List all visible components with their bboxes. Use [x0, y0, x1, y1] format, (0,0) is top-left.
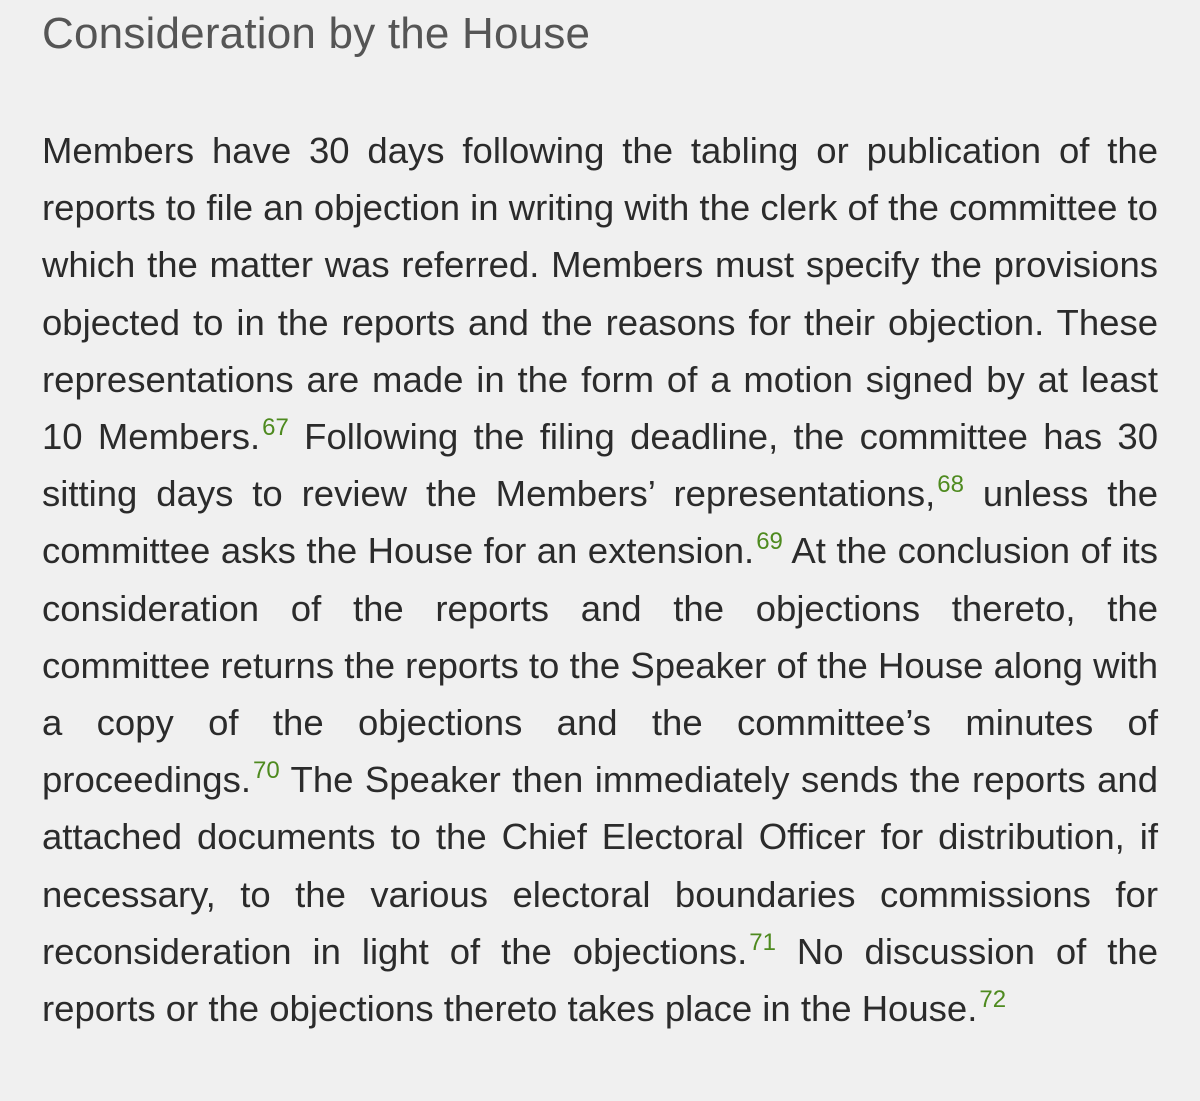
footnote-link[interactable]: 71 — [749, 928, 776, 956]
text-segment: Members have 30 days following the tabling or publication of the reports to file an objection in writing with the clerk of the committee to which the matter was referred. Members must specify the provisions objected to in the reports and the reasons for their objection. These representations are made in the form of a motion signed by at least 10 Members. — [42, 130, 1158, 458]
section-heading: Consideration by the House — [42, 9, 591, 58]
footnote-link[interactable]: 70 — [253, 757, 280, 785]
text-segment: unless the committee asks the House for an extension. — [42, 473, 1159, 572]
text-segment: No discussion of the reports or the objections thereto takes place in the House. — [42, 930, 1158, 1030]
footnote-link[interactable]: 68 — [937, 471, 964, 499]
text-segment: At the conclusion of its consideration of the reports and the objections thereto, the committee returns the reports to the Speaker of the House along with a copy of the objections and the committee’s minutes of proceedings. — [42, 530, 1158, 801]
footnote-link[interactable]: 67 — [262, 414, 289, 442]
document-section — [42, 0, 1158, 1037]
footnote-link[interactable]: 69 — [756, 528, 783, 556]
footnote-link[interactable]: 72 — [979, 986, 1007, 1014]
text-segment: The Speaker then immediately sends the reports and attached documents to the Chief Electoral Officer for distribution, if necessary, to the various electoral boundaries commissions for reconsideration in light of the objections. — [42, 759, 1158, 972]
text-segment: Following the filing deadline, the committee has 30 sitting days to review the Members’ representations, — [42, 416, 1159, 515]
body-paragraph — [42, 122, 1158, 1037]
